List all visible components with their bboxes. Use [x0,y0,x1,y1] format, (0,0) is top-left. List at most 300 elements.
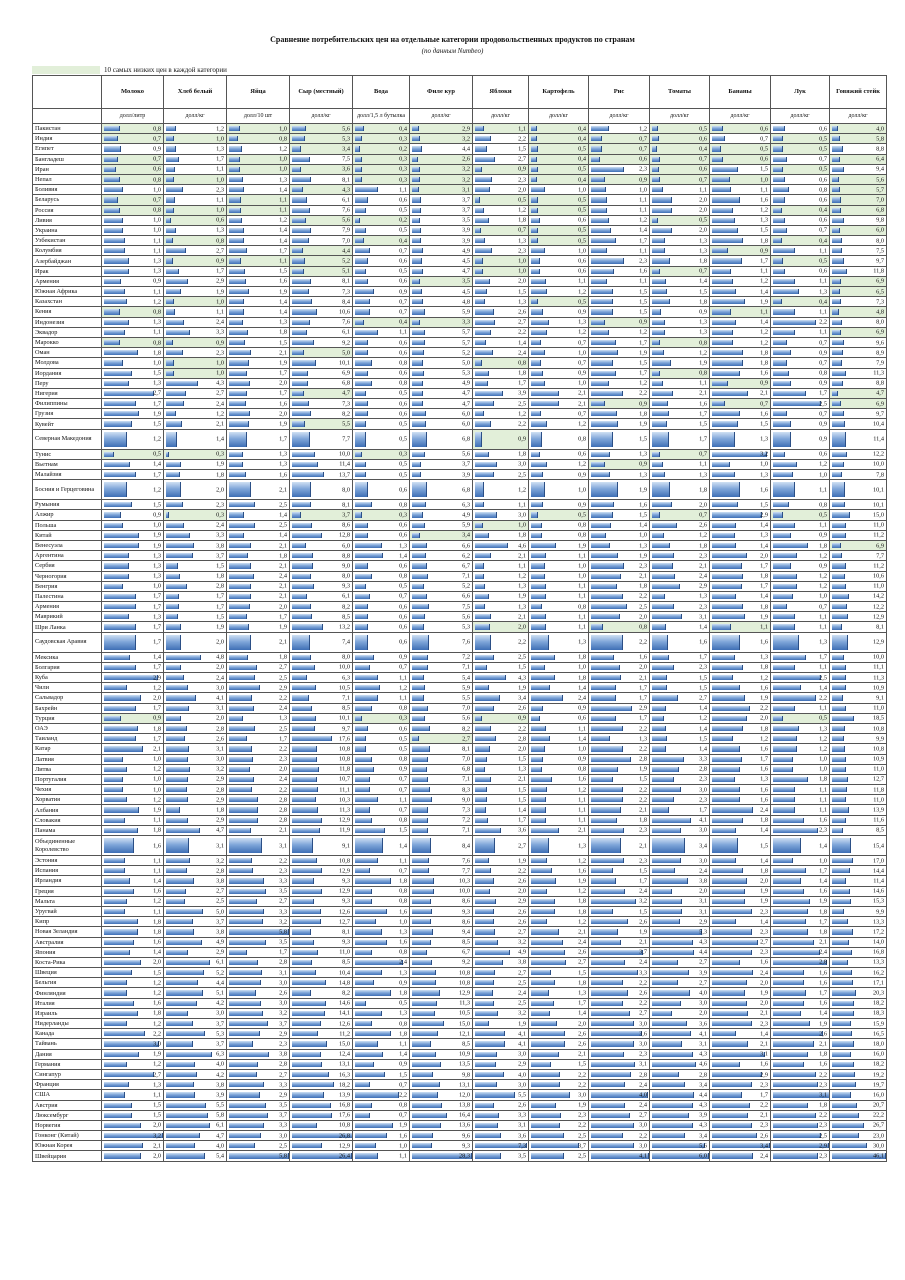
value-cell [290,368,353,378]
value-label: 1,1 [153,867,161,875]
value-label: 1,6 [760,486,768,494]
value-cell [290,215,353,225]
value-label: 0,6 [819,216,827,224]
value-label: 14,6 [338,999,350,1007]
value-cell [410,195,473,205]
country-name: Палестина [33,591,102,601]
value-bar [773,807,795,812]
value-label: 0,4 [819,237,827,245]
value-label: 1,4 [279,511,287,519]
value-bar [773,838,801,853]
value-label: 14,1 [338,1009,350,1017]
table-row [33,205,887,215]
table-row [33,530,887,540]
value-bar [166,432,177,447]
value-cell [830,459,887,469]
value-label: 3,3 [216,531,224,539]
value-bar [355,1001,366,1006]
value-bar [229,432,247,447]
value-label: 3,1 [518,1121,526,1129]
value-label: 0,7 [399,308,407,316]
value-bar [712,218,735,223]
value-bar [652,309,661,314]
country-name: Сербия [33,561,102,571]
value-label: 9,2 [462,958,470,966]
value-bar [531,258,540,263]
value-bar [591,1062,635,1067]
value-cell [164,337,227,347]
value-bar [531,828,559,833]
value-label: 2,1 [153,745,161,753]
value-label: 11,6 [873,816,884,824]
value-cell [771,774,830,784]
value-bar [591,635,623,650]
value-label: 1,4 [760,288,768,296]
value-bar [104,929,138,934]
value-bar [531,299,538,304]
value-label: 4,2 [216,999,224,1007]
value-cell [164,896,227,906]
value-cell [227,459,290,469]
value-cell [410,886,473,896]
value-cell [589,185,650,195]
value-label: 1,3 [279,714,287,722]
value-bar [652,299,670,304]
value-cell [290,602,353,612]
value-bar [412,258,422,263]
value-label: 4,8 [876,308,884,316]
value-cell [290,917,353,927]
value-label: 1,1 [639,247,647,255]
column-header: Говяжий стейк [830,76,887,109]
value-bar [712,604,743,609]
value-cell [771,429,830,449]
value-bar [355,1123,393,1128]
value-cell [353,713,410,723]
value-bar [412,289,422,294]
value-label: 4,7 [462,400,470,408]
value-cell [529,622,589,632]
value-bar [712,889,745,894]
country-name: Нидерланды [33,1019,102,1029]
value-label: 1,0 [216,369,224,377]
value-bar [166,1001,197,1006]
value-bar [712,1021,752,1026]
value-label: 0,6 [699,135,707,143]
value-bar [712,320,736,325]
value-label: 1,5 [760,842,768,849]
value-bar [773,371,789,376]
value-cell [771,256,830,266]
value-cell [771,174,830,184]
column-unit: долл/кг [650,109,710,124]
value-cell [830,754,887,764]
value-bar [412,574,428,579]
value-label: 1,4 [699,725,707,733]
value-label: 2,6 [760,1132,768,1140]
value-label: 1,3 [153,613,161,621]
value-cell [650,358,710,368]
value-cell [410,683,473,693]
value-label: 13,8 [458,1101,470,1109]
value-bar [412,594,427,599]
value-cell [830,612,887,622]
value-cell [473,1080,529,1090]
value-cell [830,368,887,378]
value-label: 1,3 [760,531,768,539]
value-cell [589,164,650,174]
value-cell [710,937,771,947]
value-bar [292,889,322,894]
value-bar [712,289,736,294]
value-label: 1,5 [216,613,224,621]
value-label: 1,8 [639,816,647,824]
value-bar [355,655,374,660]
value-bar [591,218,609,223]
value-cell [473,805,529,815]
value-cell [529,896,589,906]
value-bar [591,563,624,568]
value-label: 9,3 [342,877,350,885]
value-cell [227,317,290,327]
value-label: 22,2 [872,1111,884,1119]
value-label: 2,2 [639,979,647,987]
value-cell [227,348,290,358]
value-label: 3,0 [153,1040,161,1048]
value-cell [164,713,227,723]
value-bar [531,320,549,325]
value-bar [652,1031,691,1036]
value-bar [652,1143,705,1148]
value-bar [412,553,426,558]
value-cell [227,276,290,286]
value-bar [104,187,123,192]
value-bar [229,269,245,274]
value-label: 1,7 [518,379,526,387]
value-cell [771,662,830,672]
value-label: 2,0 [639,663,647,671]
value-cell [650,348,710,358]
value-bar [531,1011,550,1016]
value-label: 0,9 [518,435,526,443]
value-bar [412,472,421,477]
value-label: 1,0 [153,755,161,763]
value-bar [475,1082,497,1087]
value-bar [531,1072,560,1077]
value-label: 0,5 [399,460,407,468]
value-cell [290,409,353,419]
value-cell [830,937,887,947]
value-bar [412,238,421,243]
value-cell [473,185,529,195]
value-bar [832,929,853,934]
value-label: 2,0 [760,714,768,722]
value-cell [710,399,771,409]
value-cell [102,998,164,1008]
value-bar [475,695,500,700]
value-bar [292,452,315,457]
value-cell [410,164,473,174]
value-label: 10,8 [338,745,350,753]
value-cell [650,571,710,581]
table-row [33,602,887,612]
value-bar [475,787,487,792]
value-cell [589,937,650,947]
value-cell [410,662,473,672]
value-bar [475,940,498,945]
value-cell [290,551,353,561]
value-label: 15,9 [872,1020,884,1028]
value-cell [410,1090,473,1100]
value-bar [591,248,607,253]
table-row [33,1151,887,1161]
value-cell [650,1069,710,1079]
value-bar [531,432,542,447]
value-cell [164,622,227,632]
value-label: 1,5 [153,1111,161,1119]
value-bar [712,899,745,904]
value-cell [353,957,410,967]
value-cell [164,683,227,693]
value-cell [227,795,290,805]
value-bar [166,1153,205,1158]
value-label: 0,8 [699,339,707,347]
column-header: Яйца [227,76,290,109]
value-cell [830,693,887,703]
value-bar [531,929,559,934]
value-label: 2,5 [518,653,526,661]
value-bar [292,248,303,253]
value-cell [710,317,771,327]
value-cell [473,276,529,286]
value-label: 2,2 [819,694,827,702]
value-bar [475,421,491,426]
value-bar [712,960,740,965]
value-cell [410,399,473,409]
value-label: 1,9 [279,623,287,631]
value-cell [529,652,589,662]
value-cell [227,856,290,866]
value-cell [710,713,771,723]
value-label: 2,6 [578,1040,586,1048]
value-bar [292,919,321,924]
value-bar [531,1052,559,1057]
value-bar [591,401,605,406]
value-cell [473,957,529,967]
value-cell [227,571,290,581]
value-bar [292,624,323,629]
value-bar [652,1001,681,1006]
value-label: 1,4 [760,918,768,926]
value-bar [773,858,793,863]
value-cell [771,1090,830,1100]
value-cell [589,1039,650,1049]
value-cell [589,896,650,906]
value-label: 3,1 [699,897,707,905]
value-bar [412,543,427,548]
value-bar [475,614,491,619]
value-label: 1,5 [760,501,768,509]
value-bar [355,391,366,396]
value-cell [102,1141,164,1151]
value-cell [227,1131,290,1141]
value-cell [771,734,830,744]
country-name: Объединенные Королевство [33,836,102,856]
value-cell [290,906,353,916]
value-bar [475,1052,497,1057]
value-label: 1,5 [399,826,407,834]
value-label: 16,2 [872,969,884,977]
value-cell [353,1019,410,1029]
value-cell [353,1090,410,1100]
value-label: 1,4 [699,704,707,712]
value-cell [830,358,887,368]
value-bar [412,1103,442,1108]
table-row [33,571,887,581]
value-cell [589,500,650,510]
value-cell [830,561,887,571]
value-label: 1,3 [399,542,407,550]
value-bar [591,502,614,507]
value-label: 1,6 [819,969,827,977]
country-name: Египет [33,144,102,154]
value-bar [229,258,241,263]
value-cell [410,520,473,530]
value-label: 4,9 [462,511,470,519]
value-bar [104,1052,139,1057]
value-bar [773,309,795,314]
value-label: 6,0 [462,420,470,428]
value-cell [410,632,473,652]
value-label: 1,4 [279,298,287,306]
value-cell [589,602,650,612]
value-bar [591,797,623,802]
value-cell [227,1100,290,1110]
value-bar [475,767,485,772]
value-bar [475,1153,501,1158]
value-label: 10,0 [872,460,884,468]
value-label: 1,9 [578,542,586,550]
value-bar [229,1113,268,1118]
value-label: 12,6 [338,908,350,916]
value-cell [650,500,710,510]
value-label: 9,0 [342,562,350,570]
value-label: 1,2 [153,486,161,494]
value-label: 1,4 [760,318,768,326]
value-cell [164,561,227,571]
value-cell [164,480,227,500]
value-bar [712,157,723,162]
value-bar [475,320,495,325]
value-cell [290,470,353,480]
value-label: 1,6 [819,887,827,895]
value-label: 7,1 [462,775,470,783]
value-bar [832,1143,867,1148]
value-label: 6,1 [216,958,224,966]
value-bar [412,269,423,274]
value-cell [650,1141,710,1151]
value-bar [166,767,190,772]
value-cell [771,409,830,419]
value-cell [771,744,830,754]
value-cell [353,378,410,388]
table-row [33,713,887,723]
value-label: 2,6 [518,704,526,712]
value-label: 0,8 [399,816,407,824]
table-row [33,947,887,957]
value-cell [473,500,529,510]
value-cell [473,154,529,164]
value-label: 1,2 [760,277,768,285]
value-bar [591,1123,634,1128]
value-cell [589,805,650,815]
value-bar [773,381,791,386]
value-bar [652,1113,689,1118]
value-bar [166,990,203,995]
value-bar [591,929,618,934]
value-cell [650,693,710,703]
value-label: 12,9 [338,1142,350,1150]
value-bar [591,1052,624,1057]
value-cell [164,225,227,235]
value-cell [290,520,353,530]
value-bar [355,218,360,223]
value-bar [166,574,180,579]
value-label: 1,1 [578,806,586,814]
value-cell [102,1131,164,1141]
table-row [33,368,887,378]
value-cell [164,937,227,947]
value-cell [290,540,353,550]
value-bar [292,828,320,833]
value-label: 1,2 [216,410,224,418]
value-bar [104,604,136,609]
value-label: 2,2 [639,1132,647,1140]
value-label: 1,6 [153,999,161,1007]
value-label: 1,2 [639,379,647,387]
value-cell [353,1141,410,1151]
value-bar [475,146,487,151]
value-cell [771,449,830,459]
value-label: 1,4 [760,542,768,550]
value-bar [652,482,670,497]
value-label: 1,6 [699,400,707,408]
value-bar [104,838,134,853]
value-label: 2,1 [639,806,647,814]
value-label: 1,7 [216,603,224,611]
value-cell [589,399,650,409]
value-cell [650,632,710,652]
value-bar [412,797,432,802]
value-label: 2,1 [279,562,287,570]
value-label: 3,1 [819,1091,827,1099]
table-row [33,652,887,662]
value-cell [102,236,164,246]
value-cell [410,297,473,307]
value-bar [166,258,173,263]
value-label: 1,8 [216,572,224,580]
value-bar [832,1011,854,1016]
value-bar [229,330,248,335]
value-label: 2,5 [578,1152,586,1160]
value-cell [410,480,473,500]
value-bar [773,828,818,833]
value-cell [473,225,529,235]
value-label: 1,2 [153,298,161,306]
value-label: 2,7 [518,155,526,163]
value-cell [650,662,710,672]
value-label: 2,4 [279,572,287,580]
